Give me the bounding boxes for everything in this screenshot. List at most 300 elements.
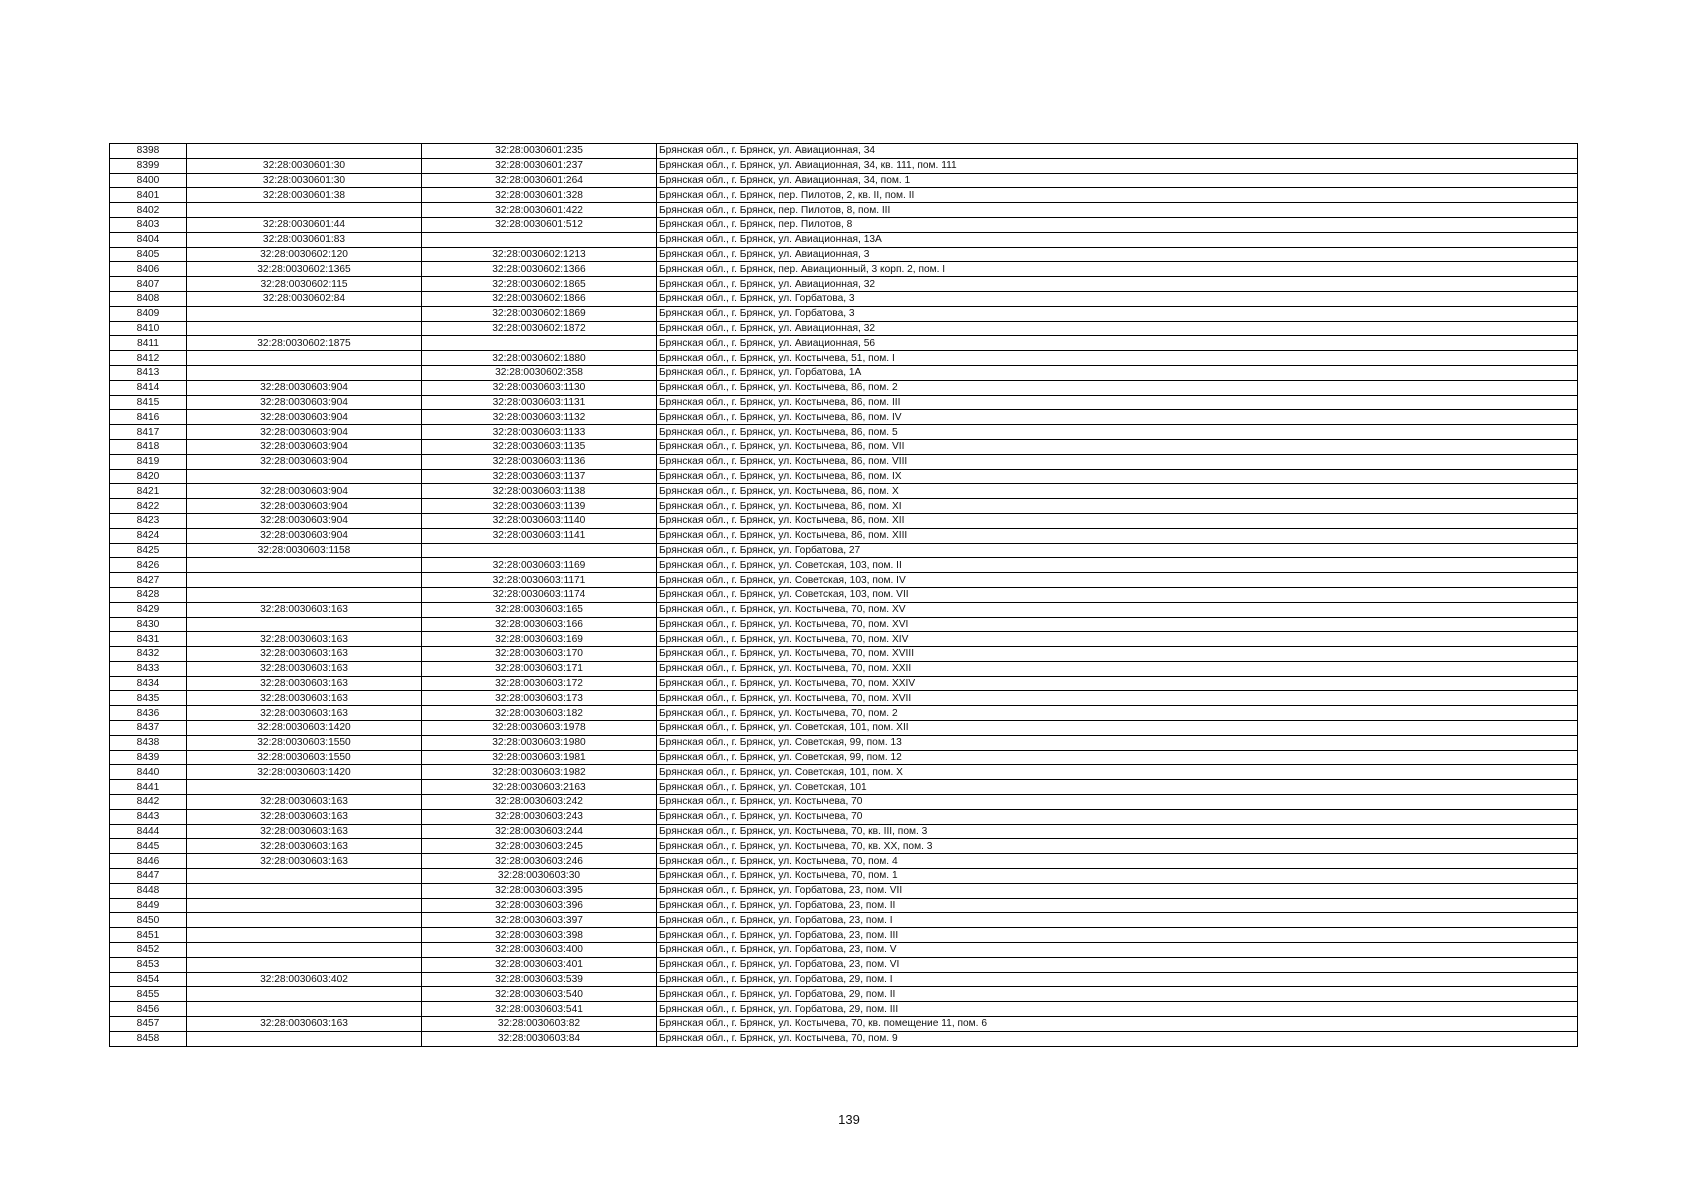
parcel-number-cell — [187, 558, 422, 573]
object-number-cell: 32:28:0030603:170 — [422, 647, 657, 662]
table-row — [110, 262, 1578, 277]
parcel-number-cell — [187, 617, 422, 632]
parcel-number-cell — [187, 573, 422, 588]
parcel-number-cell — [187, 365, 422, 380]
parcel-number-cell: 32:28:0030603:904 — [187, 425, 422, 440]
object-number-cell: 32:28:0030603:1141 — [422, 528, 657, 543]
address-cell: Брянская обл., г. Брянск, пер. Авиационный, 3 корп. 2, пом. I — [657, 262, 1578, 277]
row-number-cell: 8450 — [110, 913, 187, 928]
address-cell: Брянская обл., г. Брянск, ул. Авиационная, 13А — [657, 232, 1578, 247]
table-row — [110, 454, 1578, 469]
parcel-number-cell: 32:28:0030603:1550 — [187, 750, 422, 765]
address-cell: Брянская обл., г. Брянск, ул. Костычева, 70, пом. XXII — [657, 661, 1578, 676]
object-number-cell: 32:28:0030603:1978 — [422, 721, 657, 736]
row-number-cell: 8439 — [110, 750, 187, 765]
table-row — [110, 351, 1578, 366]
parcel-number-cell — [187, 780, 422, 795]
row-number-cell: 8429 — [110, 602, 187, 617]
address-cell: Брянская обл., г. Брянск, ул. Костычева, 70, пом. XVII — [657, 691, 1578, 706]
row-number-cell: 8431 — [110, 632, 187, 647]
table-row — [110, 617, 1578, 632]
address-cell: Брянская обл., г. Брянск, ул. Горбатова, 23, пом. II — [657, 898, 1578, 913]
object-number-cell: 32:28:0030601:512 — [422, 217, 657, 232]
object-number-cell: 32:28:0030601:237 — [422, 158, 657, 173]
row-number-cell: 8425 — [110, 543, 187, 558]
row-number-cell: 8455 — [110, 987, 187, 1002]
address-cell: Брянская обл., г. Брянск, ул. Авиационная, 34 — [657, 144, 1578, 159]
object-number-cell: 32:28:0030603:245 — [422, 839, 657, 854]
row-number-cell: 8413 — [110, 365, 187, 380]
parcel-number-cell: 32:28:0030603:163 — [187, 602, 422, 617]
address-cell: Брянская обл., г. Брянск, ул. Костычева, 70, пом. XV — [657, 602, 1578, 617]
table-row — [110, 780, 1578, 795]
parcel-number-cell: 32:28:0030602:115 — [187, 277, 422, 292]
table-row — [110, 425, 1578, 440]
table-row — [110, 158, 1578, 173]
row-number-cell: 8452 — [110, 943, 187, 958]
table-row — [110, 277, 1578, 292]
object-number-cell: 32:28:0030601:328 — [422, 188, 657, 203]
address-cell: Брянская обл., г. Брянск, ул. Авиационная, 56 — [657, 336, 1578, 351]
parcel-number-cell: 32:28:0030603:904 — [187, 410, 422, 425]
row-number-cell: 8444 — [110, 824, 187, 839]
table-row — [110, 247, 1578, 262]
object-number-cell: 32:28:0030603:1140 — [422, 513, 657, 528]
address-cell: Брянская обл., г. Брянск, ул. Авиационная, 34, пом. 1 — [657, 173, 1578, 188]
row-number-cell: 8454 — [110, 972, 187, 987]
row-number-cell: 8442 — [110, 795, 187, 810]
table-row — [110, 469, 1578, 484]
row-number-cell: 8434 — [110, 676, 187, 691]
parcel-number-cell: 32:28:0030603:163 — [187, 795, 422, 810]
object-number-cell: 32:28:0030603:1980 — [422, 735, 657, 750]
table-row — [110, 928, 1578, 943]
table-row — [110, 1031, 1578, 1046]
object-number-cell: 32:28:0030603:2163 — [422, 780, 657, 795]
table-row — [110, 291, 1578, 306]
table-row — [110, 144, 1578, 159]
parcel-number-cell: 32:28:0030603:163 — [187, 1017, 422, 1032]
table-row — [110, 809, 1578, 824]
address-cell: Брянская обл., г. Брянск, ул. Советская, 101 — [657, 780, 1578, 795]
row-number-cell: 8402 — [110, 203, 187, 218]
address-cell: Брянская обл., г. Брянск, ул. Костычева, 86, пом. X — [657, 484, 1578, 499]
table-row — [110, 321, 1578, 336]
object-number-cell: 32:28:0030603:1137 — [422, 469, 657, 484]
parcel-number-cell: 32:28:0030603:1550 — [187, 735, 422, 750]
row-number-cell: 8441 — [110, 780, 187, 795]
table-row — [110, 573, 1578, 588]
address-cell: Брянская обл., г. Брянск, ул. Костычева, 86, пом. XI — [657, 499, 1578, 514]
address-cell: Брянская обл., г. Брянск, ул. Костычева, 86, пом. XII — [657, 513, 1578, 528]
object-number-cell: 32:28:0030603:397 — [422, 913, 657, 928]
row-number-cell: 8404 — [110, 232, 187, 247]
table-row — [110, 750, 1578, 765]
parcel-number-cell: 32:28:0030601:30 — [187, 173, 422, 188]
object-number-cell: 32:28:0030601:264 — [422, 173, 657, 188]
row-number-cell: 8427 — [110, 573, 187, 588]
parcel-number-cell: 32:28:0030603:904 — [187, 528, 422, 543]
parcel-number-cell: 32:28:0030601:38 — [187, 188, 422, 203]
parcel-number-cell: 32:28:0030603:163 — [187, 839, 422, 854]
parcel-number-cell — [187, 928, 422, 943]
address-cell: Брянская обл., г. Брянск, ул. Костычева, 70, пом. XVIII — [657, 647, 1578, 662]
object-number-cell: 32:28:0030603:169 — [422, 632, 657, 647]
table-row — [110, 735, 1578, 750]
row-number-cell: 8419 — [110, 454, 187, 469]
object-number-cell: 32:28:0030603:1132 — [422, 410, 657, 425]
object-number-cell: 32:28:0030603:243 — [422, 809, 657, 824]
row-number-cell: 8449 — [110, 898, 187, 913]
table-row — [110, 217, 1578, 232]
object-number-cell: 32:28:0030603:165 — [422, 602, 657, 617]
table-row — [110, 395, 1578, 410]
address-cell: Брянская обл., г. Брянск, ул. Костычева, 86, пом. 5 — [657, 425, 1578, 440]
row-number-cell: 8443 — [110, 809, 187, 824]
table-row — [110, 380, 1578, 395]
row-number-cell: 8418 — [110, 439, 187, 454]
address-cell: Брянская обл., г. Брянск, пер. Пилотов, 8, пом. III — [657, 203, 1578, 218]
parcel-number-cell: 32:28:0030603:904 — [187, 454, 422, 469]
address-cell: Брянская обл., г. Брянск, ул. Костычева, 86, пом. IX — [657, 469, 1578, 484]
table-row — [110, 957, 1578, 972]
address-cell: Брянская обл., г. Брянск, ул. Костычева, 70, пом. XVI — [657, 617, 1578, 632]
table-row — [110, 336, 1578, 351]
object-number-cell: 32:28:0030603:173 — [422, 691, 657, 706]
row-number-cell: 8453 — [110, 957, 187, 972]
object-number-cell: 32:28:0030603:1171 — [422, 573, 657, 588]
parcel-number-cell: 32:28:0030601:30 — [187, 158, 422, 173]
object-number-cell: 32:28:0030603:539 — [422, 972, 657, 987]
address-cell: Брянская обл., г. Брянск, ул. Костычева, 70, кв. помещение 11, пом. 6 — [657, 1017, 1578, 1032]
object-number-cell: 32:28:0030603:395 — [422, 883, 657, 898]
address-cell: Брянская обл., г. Брянск, ул. Костычева, 70 — [657, 809, 1578, 824]
object-number-cell: 32:28:0030603:1136 — [422, 454, 657, 469]
address-cell: Брянская обл., г. Брянск, ул. Горбатова, 27 — [657, 543, 1578, 558]
parcel-number-cell: 32:28:0030603:904 — [187, 513, 422, 528]
table-row — [110, 173, 1578, 188]
table-row — [110, 972, 1578, 987]
object-number-cell: 32:28:0030603:1174 — [422, 587, 657, 602]
row-number-cell: 8447 — [110, 869, 187, 884]
table-row — [110, 513, 1578, 528]
parcel-number-cell: 32:28:0030603:163 — [187, 632, 422, 647]
table-body — [110, 144, 1578, 1047]
parcel-number-cell — [187, 144, 422, 159]
object-number-cell: 32:28:0030603:246 — [422, 854, 657, 869]
object-number-cell: 32:28:0030602:1866 — [422, 291, 657, 306]
parcel-number-cell — [187, 943, 422, 958]
row-number-cell: 8432 — [110, 647, 187, 662]
object-number-cell: 32:28:0030603:1130 — [422, 380, 657, 395]
address-cell: Брянская обл., г. Брянск, пер. Пилотов, 2, кв. II, пом. II — [657, 188, 1578, 203]
object-number-cell: 32:28:0030602:1872 — [422, 321, 657, 336]
row-number-cell: 8435 — [110, 691, 187, 706]
table-row — [110, 647, 1578, 662]
address-cell: Брянская обл., г. Брянск, ул. Костычева, 70, пом. 2 — [657, 706, 1578, 721]
object-number-cell — [422, 336, 657, 351]
row-number-cell: 8422 — [110, 499, 187, 514]
object-number-cell: 32:28:0030602:1869 — [422, 306, 657, 321]
row-number-cell: 8426 — [110, 558, 187, 573]
row-number-cell: 8400 — [110, 173, 187, 188]
row-number-cell: 8403 — [110, 217, 187, 232]
table-row — [110, 1002, 1578, 1017]
parcel-number-cell: 32:28:0030603:163 — [187, 824, 422, 839]
row-number-cell: 8412 — [110, 351, 187, 366]
table-row — [110, 898, 1578, 913]
object-number-cell — [422, 543, 657, 558]
row-number-cell: 8421 — [110, 484, 187, 499]
parcel-number-cell: 32:28:0030603:163 — [187, 691, 422, 706]
object-number-cell: 32:28:0030602:1865 — [422, 277, 657, 292]
parcel-number-cell — [187, 1002, 422, 1017]
address-cell: Брянская обл., г. Брянск, ул. Советская, 101, пом. X — [657, 765, 1578, 780]
row-number-cell: 8448 — [110, 883, 187, 898]
parcel-number-cell: 32:28:0030603:163 — [187, 661, 422, 676]
address-cell: Брянская обл., г. Брянск, пер. Пилотов, 8 — [657, 217, 1578, 232]
object-number-cell: 32:28:0030601:422 — [422, 203, 657, 218]
table-row — [110, 203, 1578, 218]
parcel-number-cell — [187, 321, 422, 336]
address-cell: Брянская обл., г. Брянск, ул. Костычева, 70, пом. 4 — [657, 854, 1578, 869]
object-number-cell: 32:28:0030603:396 — [422, 898, 657, 913]
table-row — [110, 676, 1578, 691]
object-number-cell: 32:28:0030602:1213 — [422, 247, 657, 262]
row-number-cell: 8405 — [110, 247, 187, 262]
address-cell: Брянская обл., г. Брянск, ул. Советская, 103, пом. II — [657, 558, 1578, 573]
parcel-number-cell: 32:28:0030603:163 — [187, 854, 422, 869]
parcel-number-cell: 32:28:0030603:904 — [187, 395, 422, 410]
table-row — [110, 987, 1578, 1002]
object-number-cell: 32:28:0030601:235 — [422, 144, 657, 159]
object-number-cell: 32:28:0030603:1982 — [422, 765, 657, 780]
table-row — [110, 365, 1578, 380]
table-row — [110, 839, 1578, 854]
parcel-number-cell — [187, 306, 422, 321]
address-cell: Брянская обл., г. Брянск, ул. Горбатова, 29, пом. III — [657, 1002, 1578, 1017]
table-row — [110, 439, 1578, 454]
address-cell: Брянская обл., г. Брянск, ул. Советская, 99, пом. 13 — [657, 735, 1578, 750]
object-number-cell: 32:28:0030603:1139 — [422, 499, 657, 514]
address-cell: Брянская обл., г. Брянск, ул. Костычева, 70, кв. XX, пом. 3 — [657, 839, 1578, 854]
parcel-number-cell: 32:28:0030603:163 — [187, 706, 422, 721]
parcel-number-cell: 32:28:0030603:1158 — [187, 543, 422, 558]
address-cell: Брянская обл., г. Брянск, ул. Авиационная, 3 — [657, 247, 1578, 262]
address-cell: Брянская обл., г. Брянск, ул. Костычева, 86, пом. VII — [657, 439, 1578, 454]
parcel-number-cell — [187, 987, 422, 1002]
parcel-number-cell: 32:28:0030603:163 — [187, 647, 422, 662]
address-cell: Брянская обл., г. Брянск, ул. Костычева, 86, пом. 2 — [657, 380, 1578, 395]
address-cell: Брянская обл., г. Брянск, ул. Советская, 101, пом. XII — [657, 721, 1578, 736]
object-number-cell: 32:28:0030603:242 — [422, 795, 657, 810]
table-row — [110, 499, 1578, 514]
row-number-cell: 8451 — [110, 928, 187, 943]
object-number-cell: 32:28:0030603:82 — [422, 1017, 657, 1032]
parcel-number-cell — [187, 869, 422, 884]
address-cell: Брянская обл., г. Брянск, ул. Горбатова, 23, пом. III — [657, 928, 1578, 943]
row-number-cell: 8458 — [110, 1031, 187, 1046]
table-row — [110, 869, 1578, 884]
parcel-number-cell: 32:28:0030602:1875 — [187, 336, 422, 351]
parcel-number-cell — [187, 898, 422, 913]
address-cell: Брянская обл., г. Брянск, ул. Костычева, 70, пом. 9 — [657, 1031, 1578, 1046]
address-cell: Брянская обл., г. Брянск, ул. Костычева, 70 — [657, 795, 1578, 810]
table-row — [110, 824, 1578, 839]
object-number-cell — [422, 232, 657, 247]
row-number-cell: 8409 — [110, 306, 187, 321]
row-number-cell: 8424 — [110, 528, 187, 543]
table-row — [110, 765, 1578, 780]
object-number-cell: 32:28:0030603:401 — [422, 957, 657, 972]
address-cell: Брянская обл., г. Брянск, ул. Костычева, 51, пом. I — [657, 351, 1578, 366]
parcel-number-cell: 32:28:0030603:904 — [187, 484, 422, 499]
row-number-cell: 8399 — [110, 158, 187, 173]
object-number-cell: 32:28:0030602:1366 — [422, 262, 657, 277]
table-row — [110, 543, 1578, 558]
object-number-cell: 32:28:0030603:1981 — [422, 750, 657, 765]
address-cell: Брянская обл., г. Брянск, ул. Костычева, 86, пом. XIII — [657, 528, 1578, 543]
object-number-cell: 32:28:0030602:1880 — [422, 351, 657, 366]
address-cell: Брянская обл., г. Брянск, ул. Костычева, 70, пом. 1 — [657, 869, 1578, 884]
address-cell: Брянская обл., г. Брянск, ул. Горбатова, 3 — [657, 291, 1578, 306]
row-number-cell: 8456 — [110, 1002, 187, 1017]
row-number-cell: 8436 — [110, 706, 187, 721]
object-number-cell: 32:28:0030603:1133 — [422, 425, 657, 440]
address-cell: Брянская обл., г. Брянск, ул. Костычева, 86, пом. IV — [657, 410, 1578, 425]
address-cell: Брянская обл., г. Брянск, ул. Горбатова, 23, пом. VI — [657, 957, 1578, 972]
row-number-cell: 8433 — [110, 661, 187, 676]
row-number-cell: 8408 — [110, 291, 187, 306]
row-number-cell: 8438 — [110, 735, 187, 750]
object-number-cell: 32:28:0030603:400 — [422, 943, 657, 958]
table-row — [110, 188, 1578, 203]
parcel-number-cell: 32:28:0030602:84 — [187, 291, 422, 306]
address-cell: Брянская обл., г. Брянск, ул. Горбатова, 29, пом. I — [657, 972, 1578, 987]
row-number-cell: 8416 — [110, 410, 187, 425]
table-row — [110, 661, 1578, 676]
object-number-cell: 32:28:0030603:1169 — [422, 558, 657, 573]
row-number-cell: 8445 — [110, 839, 187, 854]
table-row — [110, 854, 1578, 869]
table-row — [110, 306, 1578, 321]
address-cell: Брянская обл., г. Брянск, ул. Костычева, 86, пом. VIII — [657, 454, 1578, 469]
parcel-number-cell — [187, 587, 422, 602]
row-number-cell: 8398 — [110, 144, 187, 159]
row-number-cell: 8446 — [110, 854, 187, 869]
table-row — [110, 587, 1578, 602]
address-cell: Брянская обл., г. Брянск, ул. Костычева, 70, кв. III, пом. 3 — [657, 824, 1578, 839]
table-row — [110, 558, 1578, 573]
address-cell: Брянская обл., г. Брянск, ул. Костычева, 70, пом. XIV — [657, 632, 1578, 647]
address-cell: Брянская обл., г. Брянск, ул. Авиационная, 32 — [657, 277, 1578, 292]
row-number-cell: 8423 — [110, 513, 187, 528]
object-number-cell: 32:28:0030603:1135 — [422, 439, 657, 454]
row-number-cell: 8406 — [110, 262, 187, 277]
table-row — [110, 883, 1578, 898]
address-cell: Брянская обл., г. Брянск, ул. Горбатова, 3 — [657, 306, 1578, 321]
object-number-cell: 32:28:0030603:171 — [422, 661, 657, 676]
address-cell: Брянская обл., г. Брянск, ул. Авиационная, 34, кв. 111, пом. 111 — [657, 158, 1578, 173]
table-row — [110, 484, 1578, 499]
table-row — [110, 1017, 1578, 1032]
row-number-cell: 8428 — [110, 587, 187, 602]
row-number-cell: 8457 — [110, 1017, 187, 1032]
parcel-number-cell: 32:28:0030603:163 — [187, 809, 422, 824]
row-number-cell: 8407 — [110, 277, 187, 292]
object-number-cell: 32:28:0030603:398 — [422, 928, 657, 943]
object-number-cell: 32:28:0030603:1131 — [422, 395, 657, 410]
table-row — [110, 410, 1578, 425]
parcel-number-cell: 32:28:0030603:163 — [187, 676, 422, 691]
object-number-cell: 32:28:0030602:358 — [422, 365, 657, 380]
table-row — [110, 795, 1578, 810]
parcel-number-cell: 32:28:0030603:904 — [187, 380, 422, 395]
parcel-number-cell — [187, 469, 422, 484]
row-number-cell: 8430 — [110, 617, 187, 632]
parcel-number-cell: 32:28:0030603:1420 — [187, 765, 422, 780]
object-number-cell: 32:28:0030603:540 — [422, 987, 657, 1002]
table-row — [110, 913, 1578, 928]
row-number-cell: 8415 — [110, 395, 187, 410]
row-number-cell: 8414 — [110, 380, 187, 395]
object-number-cell: 32:28:0030603:244 — [422, 824, 657, 839]
parcel-number-cell — [187, 957, 422, 972]
parcel-number-cell: 32:28:0030601:44 — [187, 217, 422, 232]
cadastral-table — [109, 143, 1578, 1047]
address-cell: Брянская обл., г. Брянск, ул. Костычева, 86, пом. III — [657, 395, 1578, 410]
row-number-cell: 8410 — [110, 321, 187, 336]
address-cell: Брянская обл., г. Брянск, ул. Советская, 103, пом. IV — [657, 573, 1578, 588]
parcel-number-cell — [187, 203, 422, 218]
row-number-cell: 8420 — [110, 469, 187, 484]
table-row — [110, 943, 1578, 958]
object-number-cell: 32:28:0030603:166 — [422, 617, 657, 632]
parcel-number-cell — [187, 913, 422, 928]
parcel-number-cell: 32:28:0030602:1365 — [187, 262, 422, 277]
address-cell: Брянская обл., г. Брянск, ул. Горбатова, 1А — [657, 365, 1578, 380]
address-cell: Брянская обл., г. Брянск, ул. Костычева, 70, пом. XXIV — [657, 676, 1578, 691]
object-number-cell: 32:28:0030603:541 — [422, 1002, 657, 1017]
address-cell: Брянская обл., г. Брянск, ул. Горбатова, 23, пом. VII — [657, 883, 1578, 898]
row-number-cell: 8440 — [110, 765, 187, 780]
parcel-number-cell — [187, 351, 422, 366]
address-cell: Брянская обл., г. Брянск, ул. Советская, 103, пом. VII — [657, 587, 1578, 602]
parcel-number-cell: 32:28:0030603:904 — [187, 439, 422, 454]
table-row — [110, 232, 1578, 247]
object-number-cell: 32:28:0030603:1138 — [422, 484, 657, 499]
table-row — [110, 528, 1578, 543]
page-number: 139 — [838, 1112, 860, 1127]
object-number-cell: 32:28:0030603:84 — [422, 1031, 657, 1046]
address-cell: Брянская обл., г. Брянск, ул. Советская, 99, пом. 12 — [657, 750, 1578, 765]
table-row — [110, 602, 1578, 617]
row-number-cell: 8417 — [110, 425, 187, 440]
table-row — [110, 632, 1578, 647]
row-number-cell: 8437 — [110, 721, 187, 736]
parcel-number-cell — [187, 883, 422, 898]
table-row — [110, 706, 1578, 721]
object-number-cell: 32:28:0030603:182 — [422, 706, 657, 721]
object-number-cell: 32:28:0030603:172 — [422, 676, 657, 691]
table-row — [110, 691, 1578, 706]
address-cell: Брянская обл., г. Брянск, ул. Горбатова, 23, пом. I — [657, 913, 1578, 928]
object-number-cell: 32:28:0030603:30 — [422, 869, 657, 884]
parcel-number-cell — [187, 1031, 422, 1046]
address-cell: Брянская обл., г. Брянск, ул. Горбатова, 23, пом. V — [657, 943, 1578, 958]
address-cell: Брянская обл., г. Брянск, ул. Горбатова, 29, пом. II — [657, 987, 1578, 1002]
table-row — [110, 721, 1578, 736]
